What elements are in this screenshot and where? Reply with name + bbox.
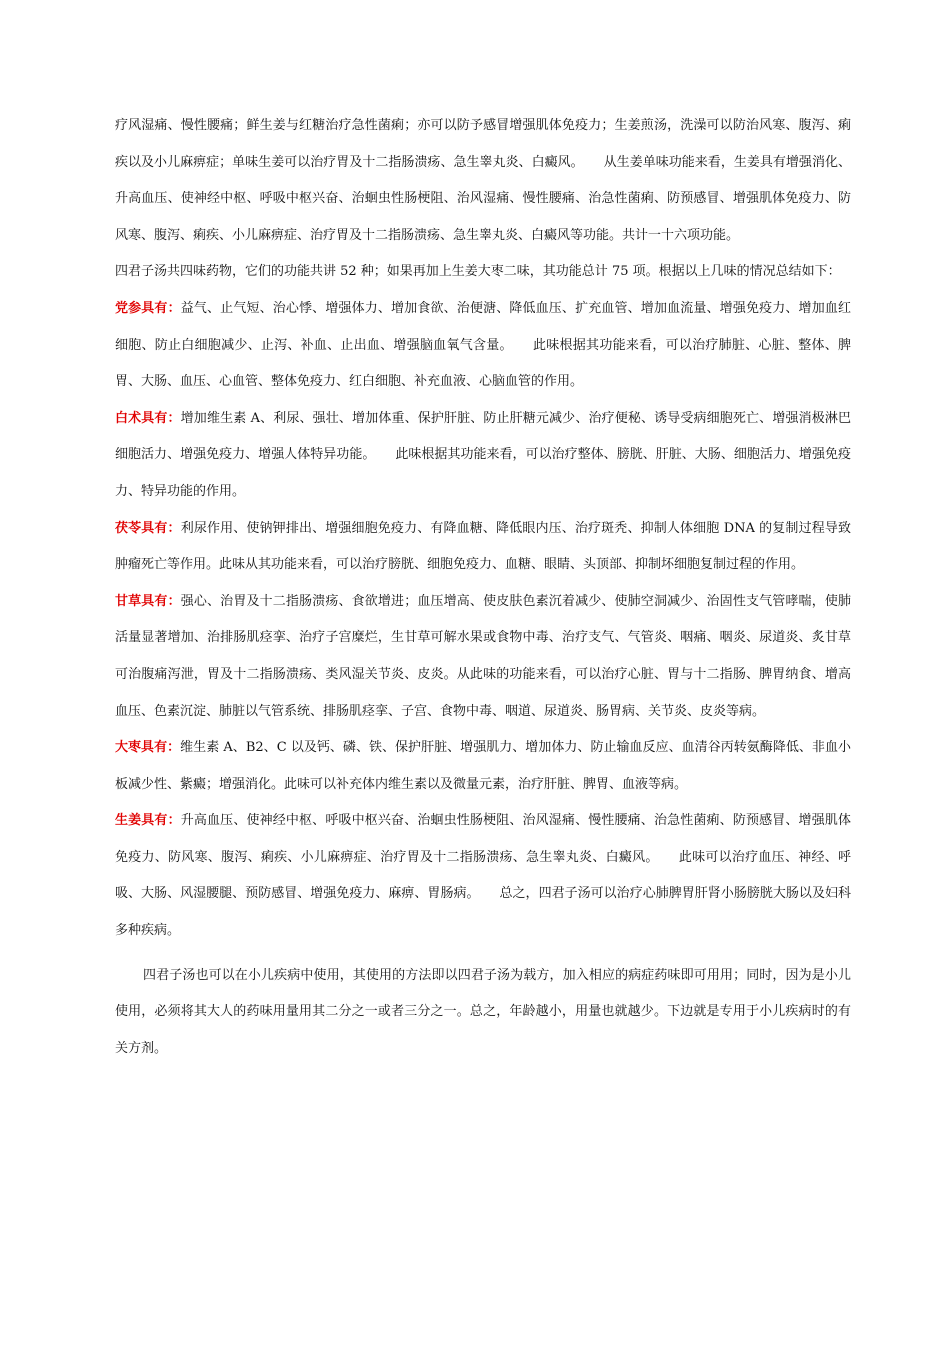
herb-label: 生姜具有： (115, 813, 181, 829)
herb-conclusion: 此味根据其功能来看，可以治疗整体、膀胱、肝脏、大肠、细胞活力、增强免疫力、特异功能的作用。 (115, 447, 851, 499)
herb-closing: 总之，四君子汤可以治疗心肺脾胃肝肾小肠膀胱大肠以及妇科多种疾病。 (115, 886, 851, 939)
herb-label: 白术具有： (115, 410, 181, 426)
document-page (115, 108, 851, 1067)
herb-paragraph-dangshen (115, 291, 851, 401)
intro-text-part2: 从生姜单味功能来看，生姜具有增强消化、升高血压、使神经中枢、呼吸中枢兴奋、治蛔虫性肠梗阻、治风湿痛、慢性腰痛、治急性菌痢、防预感冒、增强肌体免疫力、防风寒、腹泻、痢疾、小儿麻痹症、治疗胃及十二指肠溃疡、急生睾丸炎、白癜风等功能。共计一十六项功能。 (115, 154, 851, 243)
herb-text: 利尿作用、使钠钾排出、增强细胞免疫力、有降血糖、降低眼内压、治疗斑秃、抑制人体细胞 DNA 的复制过程导致肿瘤死亡等作用。此味从其功能来看，可以治疗膀胱、细胞免疫力、血糖、眼睛、头顶部、抑制坏细胞复制过程的作用。 (115, 520, 851, 573)
intro-paragraph (115, 108, 851, 254)
herb-text: 增加维生素 A、利尿、强壮、增加体重、保护肝脏、防止肝糖元减少、治疗便秘、诱导受病细胞死亡、增强消极淋巴细胞活力、增强免疫力、增强人体特异功能。 (115, 410, 851, 463)
herb-label: 党参具有： (115, 300, 181, 316)
herb-paragraph-baizhu (115, 401, 851, 511)
intro-text-part1: 疗风湿痛、慢性腰痛；鲜生姜与红糖治疗急性菌痢；亦可以防予感冒增强肌体免疫力；生姜煎汤，洗澡可以防治风寒、腹泻、痢疾以及小儿麻痹症；单味生姜可以治疗胃及十二指肠溃疡、急生睾丸炎、白癜风。 (115, 118, 851, 170)
summary-intro-paragraph: 四君子汤共四味药物，它们的功能共讲 52 种；如果再加上生姜大枣二味，其功能总计 75 项。根据以上几味的情况总结如下： (115, 264, 841, 280)
herb-conclusion: 此味可以治疗血压、神经、呼吸、大肠、风湿腰腿、预防感冒、增强免疫力、麻痹、胃肠病。 (115, 849, 851, 902)
herb-label: 大枣具有： (115, 740, 181, 756)
herb-label: 茯苓具有： (115, 520, 181, 536)
herb-text: 维生素 A、B2、C 以及钙、磷、铁、保护肝脏、增强肌力、增加体力、防止输血反应、血清谷丙转氨酶降低、非血小板减少性、紫癜；增强消化。此味可以补充体内维生素以及微量元素，治疗肝脏、脾胃、血液等病。 (115, 740, 851, 792)
herb-label: 甘草具有： (115, 593, 181, 609)
herb-paragraph-gancao (115, 584, 851, 730)
paragraph-spacer (115, 950, 851, 958)
herb-conclusion: 此味根据其功能来看，可以治疗肺脏、心脏、整体、脾胃、大肠、血压、心血管、整体免疫力、红白细胞、补充血液、心脑血管的作用。 (115, 337, 851, 390)
final-paragraph: 四君子汤也可以在小儿疾病中使用，其使用的方法即以四君子汤为载方，加入相应的病症药味即可用用；同时，因为是小儿使用，必须将其大人的药味用量用其二分之一或者三分之一。总之，年龄越小，用量也就越少。下边就是专用于小儿疾病时的有关方剂。 (115, 967, 851, 1056)
herb-paragraph-fuling (115, 511, 851, 584)
herb-text: 强心、治胃及十二指肠溃疡、食欲增进；血压增高、使皮肤色素沉着减少、使肺空洞减少、治固性支气管哮喘，使肺活量显著增加、治排肠肌痉挛、治疗子宫糜烂，生甘草可解水果或食物中毒、治疗支气、气管炎、咽痛、咽炎、尿道炎、炙甘草可治腹痛泻泄，胃及十二指肠溃疡、类风湿关节炎、皮炎。从此味的功能来看，可以治疗心脏、胃与十二指肠、脾胃纳食、增高血压、色素沉淀、肺脏以气管系统、排肠肌痉挛、子宫、食物中毒、咽道、尿道炎、肠胃病、关节炎、皮炎等病。 (115, 593, 851, 719)
herb-text: 益气、止气短、治心悸、增强体力、增加食欲、治便溏、降低血压、扩充血管、增加血流量、增强免疫力、增加血红细胞、防止白细胞减少、止泻、补血、止出血、增强脑血氧气含量。 (115, 300, 851, 353)
herb-text: 升高血压、使神经中枢、呼吸中枢兴奋、治蛔虫性肠梗阻、治风湿痛、慢性腰痛、治急性菌痢、防预感冒、增强肌体免疫力、防风寒、腹泻、痢疾、小儿麻痹症、治疗胃及十二指肠溃疡、急生睾丸炎、白癜风。 (115, 813, 851, 865)
herb-paragraph-shengjiang (115, 803, 851, 949)
herb-paragraph-dazao (115, 730, 851, 803)
